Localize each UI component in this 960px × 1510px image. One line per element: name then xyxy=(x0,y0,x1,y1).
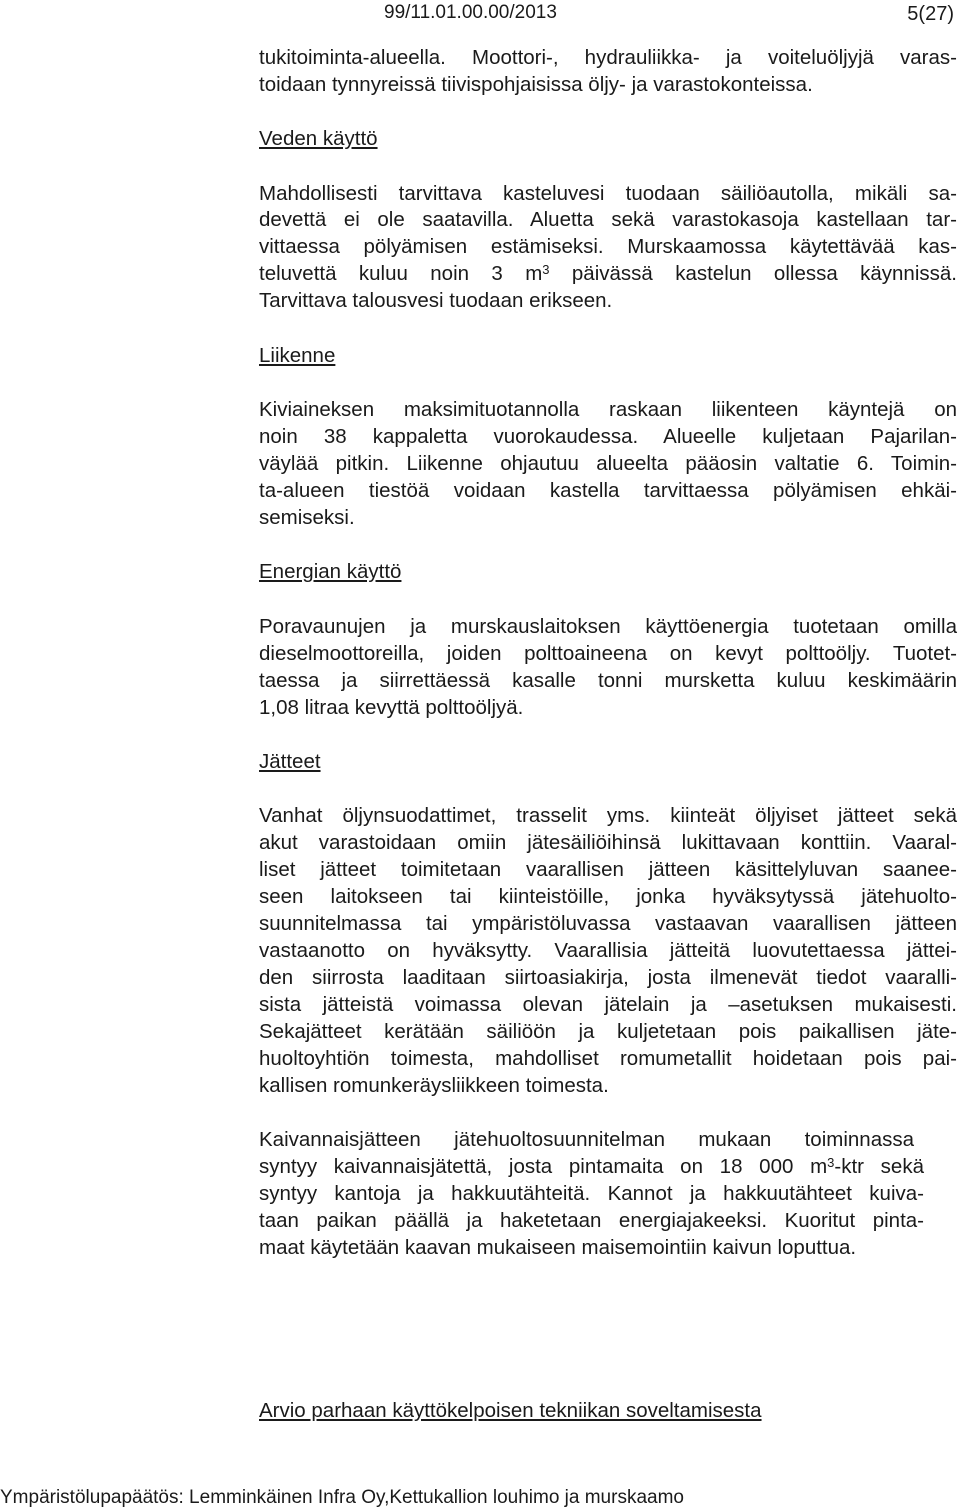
text-line: kallisen romunkeräysliikkeen toimesta. xyxy=(259,1074,609,1097)
text-line: suunnitelmassa tai ympäristöluvassa vastaavan vaarallisen jätteen xyxy=(259,912,957,935)
text-fragment: -ktr sekä xyxy=(834,1155,924,1178)
document-reference-number: 99/11.01.00.00/2013 xyxy=(384,2,557,23)
text-line: Mahdollisesti tarvittava kasteluvesi tuodaan säiliöautolla, mikäli sa- xyxy=(259,182,957,205)
text-line: ta-alueen tiestöä voidaan kastella tarvittaessa pölyämisen ehkäi- xyxy=(259,479,957,502)
text-line: vittaessa pölyämisen estämiseksi. Murskaamossa käytettävää kas- xyxy=(259,235,957,258)
text-line: syntyy kantoja ja hakkuutähteitä. Kannot ja hakkuutähteet kuiva- xyxy=(259,1182,924,1205)
text-line: devettä ei ole saatavilla. Aluetta sekä varastokasoja kastellaan tar- xyxy=(259,208,957,231)
text-line: toidaan tynnyreissä tiivispohjaisissa öljy- ja varastokonteissa. xyxy=(259,73,813,96)
text-line: noin 38 kappaletta vuorokaudessa. Alueelle kuljetaan Pajarilan- xyxy=(259,425,957,448)
text-line: den siirrosta laaditaan siirtoasiakirja, josta ilmenevät tiedot vaaralli- xyxy=(259,966,957,989)
section-heading-water-use: Veden käyttö xyxy=(259,127,378,150)
text-line: Vanhat öljynsuodattimet, trasselit yms. kiinteät öljyiset jätteet sekä xyxy=(259,804,957,827)
text-line: seen laitokseen tai kiinteistöille, jonka hyväksytyssä jätehuolto- xyxy=(259,885,957,908)
text-line: sista jätteistä voimassa olevan jätelain ja –asetuksen mukaisesti. xyxy=(259,993,957,1016)
text-line: Tarvittava talousvesi tuodaan erikseen. xyxy=(259,289,613,312)
text-line: väylää pitkin. Liikenne ohjautuu alueelta pääosin valtatie 6. Toimin- xyxy=(259,452,957,475)
text-line: dieselmoottoreilla, joiden polttoaineena on kevyt polttoöljy. Tuotet- xyxy=(259,642,957,665)
text-line: liset jätteet toimitetaan vaarallisen jätteen käsittelyluvan saanee- xyxy=(259,858,957,881)
text-line: Kaivannaisjätteen jätehuoltosuunnitelman mukaan toiminnassa xyxy=(259,1128,914,1151)
section-heading-traffic: Liikenne xyxy=(259,344,336,367)
page-number: 5(27) xyxy=(907,3,954,25)
page-footer: Ympäristölupapäätös: Lemminkäinen Infra Oy,Kettukallion louhimo ja murskaamo xyxy=(0,1487,684,1508)
text-line xyxy=(259,261,957,287)
text-line: maat käytetään kaavan mukaiseen maisemointiin kaivun loputtua. xyxy=(259,1236,857,1259)
text-line: Sekajätteet kerätään säiliöön ja kuljetetaan pois paikallisen jäte- xyxy=(259,1020,957,1043)
text-fragment: päivässä kastelun ollessa käynnissä. xyxy=(549,262,957,285)
text-line: Kiviaineksen maksimituotannolla raskaan liikenteen käyntejä on xyxy=(259,398,957,421)
text-line: taessa ja siirrettäessä kasalle tonni mursketta kuluu keskimäärin xyxy=(259,669,957,692)
text-line: taan paikan päällä ja haketetaan energiajakeeksi. Kuoritut pinta- xyxy=(259,1209,924,1232)
text-line: akut varastoidaan omiin jätesäiliöihinsä lukittavaan konttiin. Vaaral- xyxy=(259,831,957,854)
text-fragment: syntyy kaivannaisjätettä, josta pintamaita on 18 000 m xyxy=(259,1155,828,1178)
text-line: huoltoyhtiön toimesta, mahdolliset romumetallit hoidetaan pois pai- xyxy=(259,1047,957,1070)
section-heading-energy-use: Energian käyttö xyxy=(259,560,402,583)
section-heading-bat-assessment: Arvio parhaan käyttökelpoisen tekniikan soveltamisesta xyxy=(259,1399,762,1422)
text-line: vastaanotto on hyväksytty. Vaarallisia jätteitä luovutettaessa jättei- xyxy=(259,939,957,962)
text-line: tukitoiminta-alueella. Moottori-, hydrauliikka- ja voiteluöljyjä varas- xyxy=(259,46,957,69)
superscript-three: 3 xyxy=(542,262,550,277)
superscript-three: 3 xyxy=(827,1155,835,1170)
text-line: Poravaunujen ja murskauslaitoksen käyttöenergia tuotetaan omilla xyxy=(259,615,957,638)
text-fragment: teluvettä kuluu noin 3 m xyxy=(259,262,543,285)
text-line xyxy=(259,1154,924,1180)
text-line: semiseksi. xyxy=(259,506,355,529)
section-heading-waste: Jätteet xyxy=(259,750,321,773)
text-line: 1,08 litraa kevyttä polttoöljyä. xyxy=(259,696,524,719)
